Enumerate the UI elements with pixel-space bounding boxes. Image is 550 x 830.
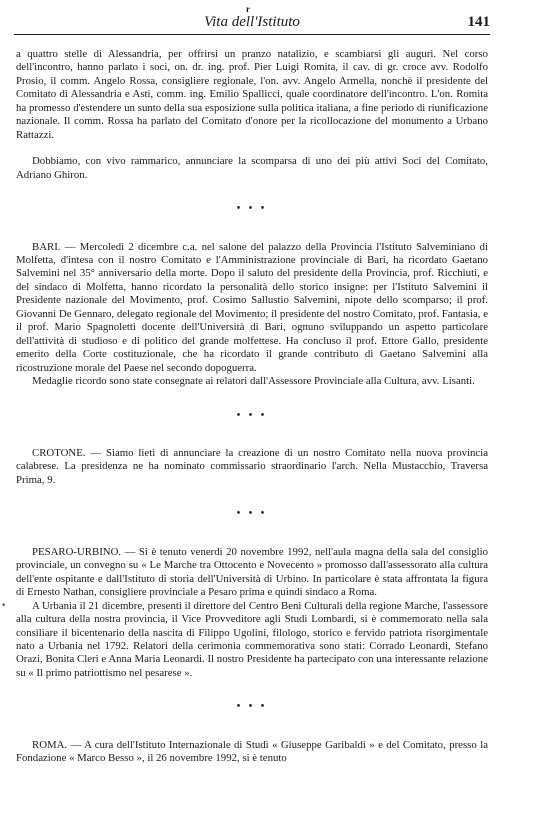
paragraph-obituary: Dobbiamo, con vivo rammarico, annunciare la scomparsa di uno dei più attivi Soci del Comitato, Adriano Ghiron. — [16, 155, 488, 181]
page-body — [16, 48, 488, 766]
paragraph-pesaro-urbino: PESARO-URBINO. — Si è tenuto venerdì 20 novembre 1992, nell'aula magna della sala del consiglio provinciale, un convegno su « Le Marche tra Ottocento e Novecento » promosso dall'assessorato alla cultura dell'ente ospitante e dall'Istituto di storia dell'Università di Urbino. In particolare è stata affrontata la figura di Ernesto Nathan, consigliere provinciale a Pesaro prima e quindi sindaco a Roma. — [16, 545, 488, 599]
paragraph-urbania: A Urbania il 21 dicembre, presenti il direttore del Centro Beni Culturali della regione Marche, l'assessore alla cultura della nostra provincia, il Vice Provveditore agli Studi Lombardi, si è commemorato nella sala consiliare il bicentenario della nascita di Filippo Ugolini, filologo, storico e fervido patriota risorgimentale nato a Urbania nel 1792. Relatori della cerimonia commemorativa sono stati: Corrado Leonardi, Stefano Orazi, Bonita Cleri e Anna Maria Leonardi. Il nostro Presidente ha partecipato con una interessante relazione su « Il primo patriottismo nel pesarese ». — [16, 599, 488, 679]
section-separator: • • • — [236, 701, 268, 713]
paragraph-bari-medals: Medaglie ricordo sono state consegnate ai relatori dall'Assessore Provinciale alla Cultura, avv. Lisanti. — [32, 375, 475, 388]
paragraph-bari: BARI. — Mercoledì 2 dicembre c.a. nel salone del palazzo della Provincia l'Istituto Salveminiano di Molfetta, d'intesa con il nostro Comitato e l'Amministrazione provinciale di Bari, ha ricordato Gaetano Salvemini nel 35° anniversario della morte. Dopo il saluto del presidente della Provincia, prof. Ricchiuti, e del sindaco di Molfetta, hanno ricordato la personalità dello storico insigne: per l'Istituto Salvemini il Presidente nazionale del Movimento, prof. Cosimo Sallustio Salvemini, nipote dello scomparso; il prof. Giovanni De Gennaro, delegato regionale del Movimento; il presidente del nostro Comitato, prof. Fantasia, e il prof. Mario Spagnoletti docente dell'Università di Bari, ognuno sviluppando un aspetto particolare dell'attività di studioso e di politico del grande molfettese. Ha concluso il prof. Ettore Gallo, presidente emerito della Corte costituzionale, che ha ricordato il grande contributo di Gaetano Salvemini alla ricostruzione morale del Paese nel secondo dopoguerra. — [16, 240, 488, 374]
paragraph-alessandria: a quattro stelle di Alessandria, per offrirsi un pranzo natalizio, e scambiarsi gli auguri. Nel corso dell'incontro, hanno parlato i soci, on. dr. ing. prof. Pier Luigi Romita, il cav. di gr. croce avv. Rodolfo Prosio, il comm. Angelo Rossa, consigliere regionale, l'on. avv. Angelo Armella, nonchè il presidente del Comitato di Alessandria e Asti, comm. ing. Emilio Spallicci, quale coordinatore dell'incontro. L'on. Romita ha promesso d'estendere un sunto della sua esposizione sulla politica italiana, a fine periodo di riunificazione nazionale. Il comm. Rossa ha parlato del Comitato d'onore per la ricollocazione del monumento a Urbano Rattazzi. — [16, 48, 488, 141]
page-number: 141 — [467, 14, 490, 30]
section-separator: • • • — [236, 203, 268, 215]
paragraph-roma: ROMA. — A cura dell'Istituto Internazionale di Studi « Giuseppe Garibaldi » e del Comitato, presso la Fondazione « Marco Besso », il 26 novembre 1992, si è tenuto — [16, 738, 488, 765]
printer-mark: r — [246, 4, 250, 14]
paragraph-crotone: CROTONE. — Siamo lieti di annunciare la creazione di un nostro Comitato nella nuova provincia calabrese. La presidenza ne ha nominato commissario straordinario l'arch. Nella Mustacchio, Traversa Prima, 9. — [16, 446, 488, 486]
section-separator: • • • — [236, 508, 268, 520]
running-title: Vita dell'Istituto — [204, 14, 300, 30]
section-separator: • • • — [236, 409, 268, 421]
page-header — [14, 4, 490, 35]
margin-bullet: • — [2, 600, 6, 610]
